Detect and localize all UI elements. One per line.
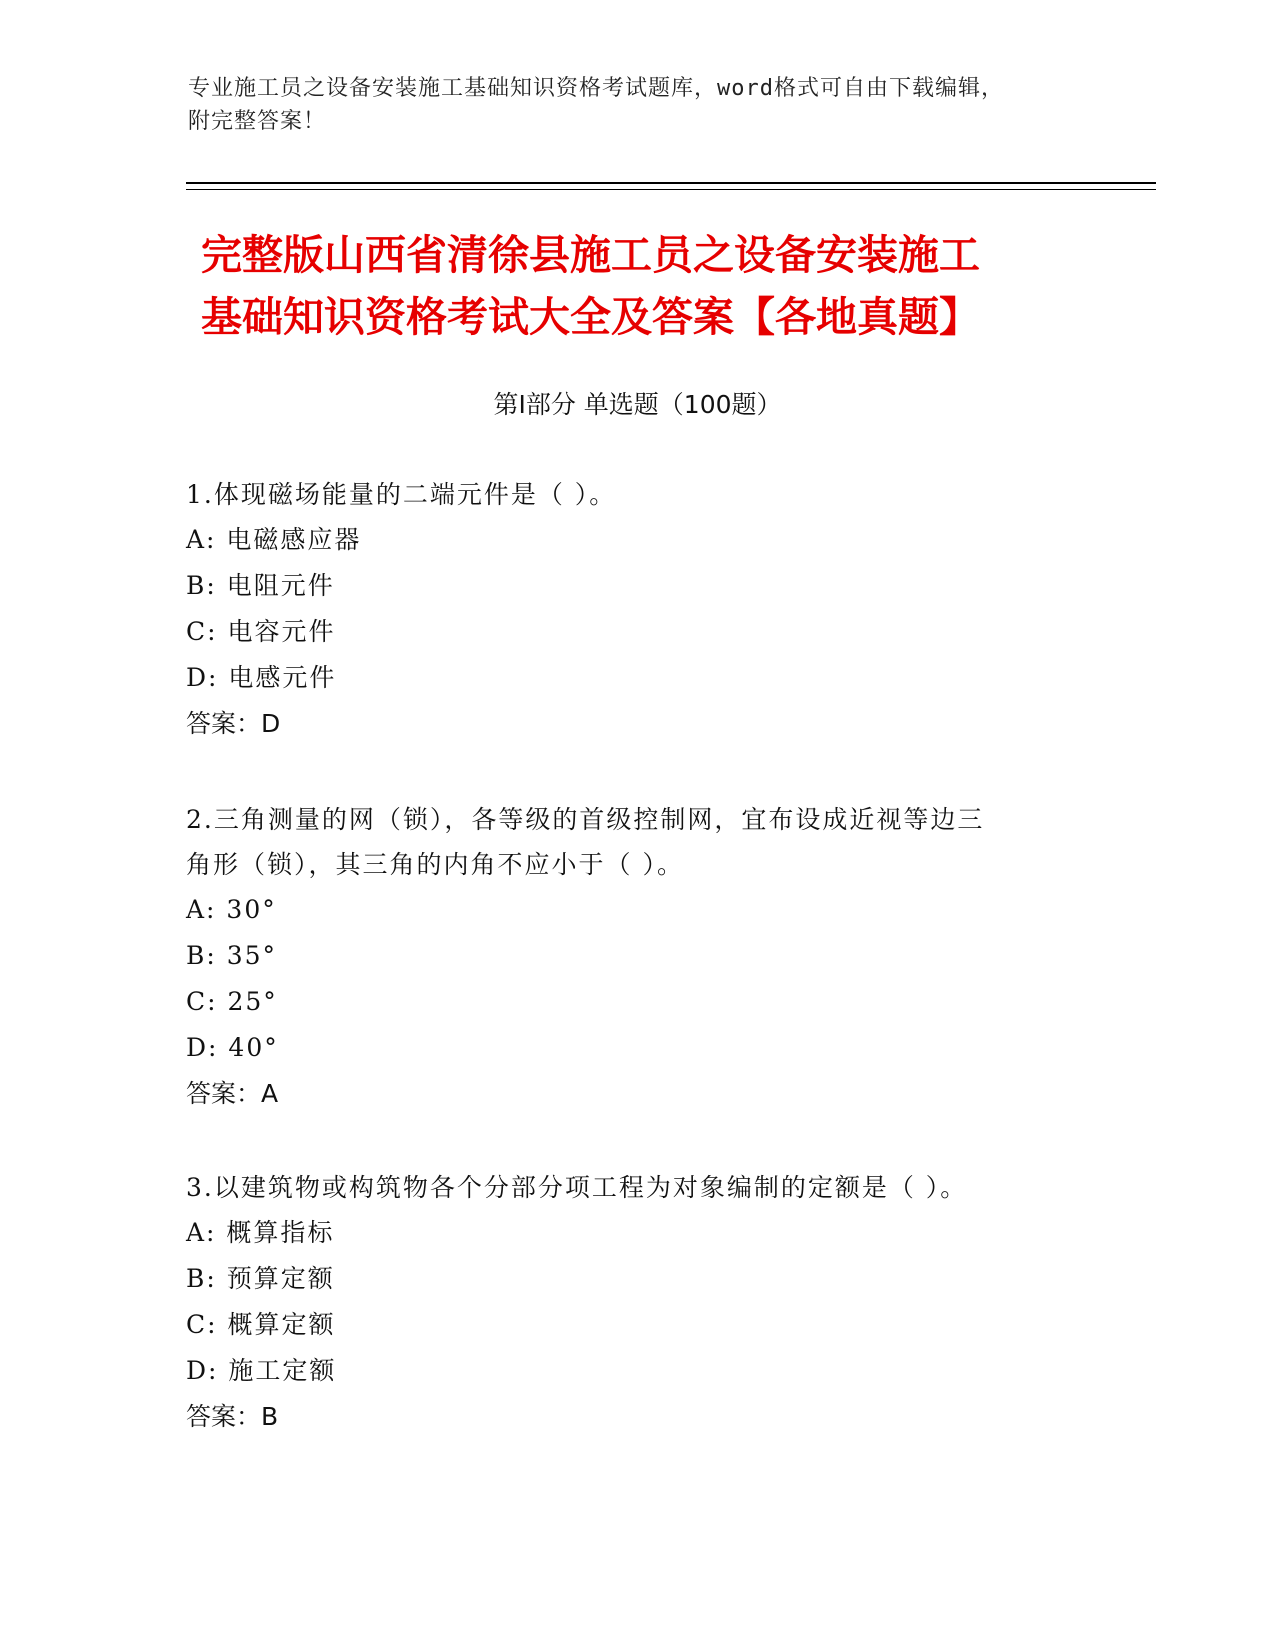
option-a: A: 30° xyxy=(186,895,277,924)
option-d: D: 施工定额 xyxy=(186,1356,337,1385)
option-a: A: 概算指标 xyxy=(186,1218,335,1247)
question-stem-line: 角形（锁），其三角的内角不应小于（ ）。 xyxy=(186,850,684,879)
question-2 xyxy=(186,797,1086,1117)
option-a: A: 电磁感应器 xyxy=(186,525,362,554)
option-c: C: 电容元件 xyxy=(186,617,336,646)
question-stem xyxy=(186,472,1086,517)
header-divider-thin xyxy=(186,189,1156,190)
answer: 答案：B xyxy=(186,1402,279,1431)
option-c: C: 25° xyxy=(186,987,278,1016)
document-title xyxy=(201,224,1211,348)
question-stem xyxy=(186,1165,1086,1210)
option-d: D: 40° xyxy=(186,1033,279,1062)
option-b: B: 35° xyxy=(186,941,278,970)
question-1 xyxy=(186,472,1086,747)
question-stem-line: 2.三角测量的网（锁），各等级的首级控制网，宜布设成近视等边三 xyxy=(186,805,985,834)
question-stem-line: 1.体现磁场能量的二端元件是（ ）。 xyxy=(186,480,617,509)
header-line-2: 附完整答案！ xyxy=(188,109,327,134)
title-line-1: 完整版山西省清徐县施工员之设备安装施工 xyxy=(201,231,980,279)
option-d: D: 电感元件 xyxy=(186,663,337,692)
document-header xyxy=(188,72,1088,138)
question-3 xyxy=(186,1165,1086,1440)
section-heading: 第Ⅰ部分 单选题（100题） xyxy=(493,390,782,419)
option-b: B: 电阻元件 xyxy=(186,571,335,600)
answer: 答案：A xyxy=(186,1079,279,1108)
header-line-1: 专业施工员之设备安装施工基础知识资格考试题库，word格式可自由下载编辑， xyxy=(188,76,1004,101)
header-divider-thick xyxy=(186,182,1156,184)
option-b: B: 预算定额 xyxy=(186,1264,335,1293)
answer: 答案：D xyxy=(186,709,281,738)
question-stem-line: 3.以建筑物或构筑物各个分部分项工程为对象编制的定额是（ ）。 xyxy=(186,1173,968,1202)
question-stem xyxy=(186,797,1086,887)
title-line-2: 基础知识资格考试大全及答案【各地真题】 xyxy=(201,293,980,341)
option-c: C: 概算定额 xyxy=(186,1310,336,1339)
